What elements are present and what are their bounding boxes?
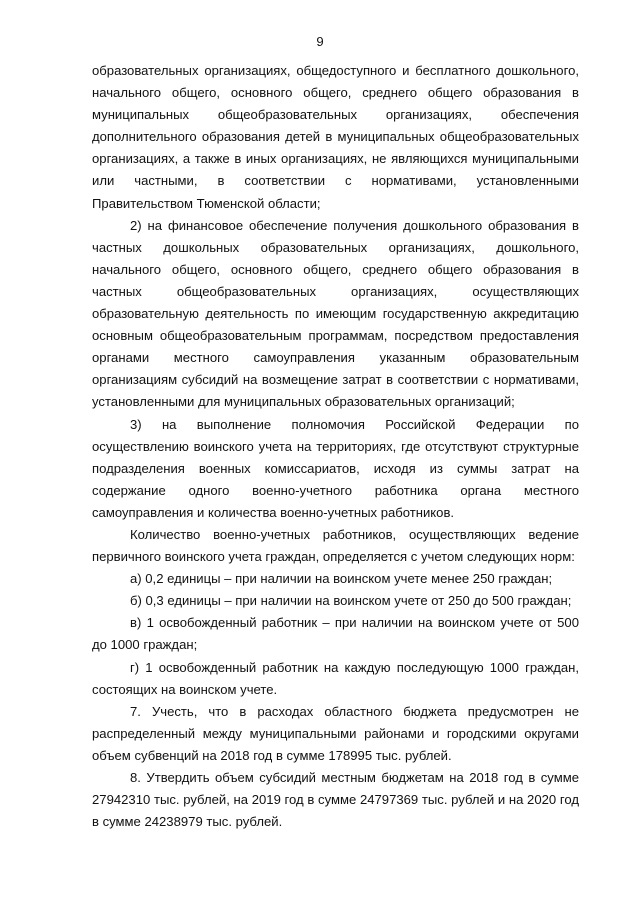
- paragraph-item-2: 2) на финансовое обеспечение получения дошкольного образования в частных дошкольных образовательных организациях, дошкольного, начального общего, основного общего, среднего общего образования в частных общеобразовательных организациях, осуществляющих образовательную деятельность по имеющим государственную аккредитацию основным общеобразовательным программам, посредством предоставления органами местного самоуправления указанным образовательным организациям субсидий на возмещение затрат в соответствии с нормативами, установленными для муниципальных образовательных организаций;: [92, 217, 579, 410]
- paragraph-norm-a: а) 0,2 единицы – при наличии на воинском учете менее 250 граждан;: [130, 571, 553, 587]
- paragraph-section-7: 7. Учесть, что в расходах областного бюджета предусмотрен не распределенный между муниципальными районами и городскими округами объем субвенций на 2018 год в сумме 178995 тыс. рублей.: [92, 703, 579, 763]
- document-body: [92, 60, 579, 833]
- paragraph-norm-b: б) 0,3 единицы – при наличии на воинском учете от 250 до 500 граждан;: [130, 593, 572, 609]
- page-number: 9: [316, 34, 324, 49]
- paragraph-section-8: 8. Утвердить объем субсидий местным бюджетам на 2018 год в сумме 27942310 тыс. рублей, на 2019 год в сумме 24797369 тыс. рублей и на 2020 год в сумме 24238979 тыс. рублей.: [92, 770, 579, 830]
- paragraph-norm-v: в) 1 освобожденный работник – при наличии на воинском учете от 500 до 1000 граждан;: [92, 615, 579, 653]
- paragraph-staffing-norms: Количество военно-учетных работников, осуществляющих ведение первичного воинского учета граждан, определяется с учетом следующих норм:: [92, 526, 579, 565]
- paragraph-norm-g: г) 1 освобожденный работник на каждую последующую 1000 граждан, состоящих на воинском учете.: [92, 659, 579, 697]
- paragraph-continuation: образовательных организациях, общедоступного и бесплатного дошкольного, начального общего, основного общего, среднего общего образования в муниципальных общеобразовательных организациях, обеспечения дополнительного образования детей в муниципальных общеобразовательных организациях, а также в иных организациях, не являющихся муниципальными или частными, в соответствии с нормативами, установленными Правительством Тюменской области;: [92, 63, 579, 211]
- paragraph-item-3: 3) на выполнение полномочия Российской Федерации по осуществлению воинского учета на территориях, где отсутствуют структурные подразделения военных комиссариатов, исходя из суммы затрат на содержание одного военно-учетного работника органа местного самоуправления и количества военно-учетных работников.: [92, 416, 579, 520]
